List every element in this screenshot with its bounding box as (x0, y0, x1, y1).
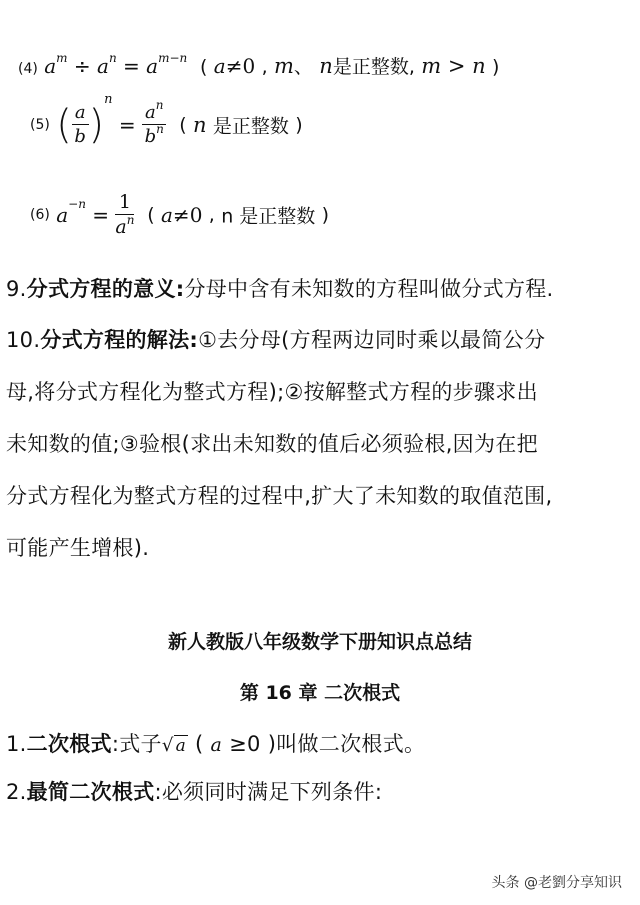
item-10 (6, 318, 552, 571)
watermark: 头条 @老劉分享知识 (491, 875, 622, 891)
formula-label: (4) (18, 61, 38, 77)
item-text-line: 可能产生增根). (6, 536, 150, 560)
item-text-line: 母,将分式方程化为整式方程);②按解整式方程的步骤求出 (6, 380, 538, 404)
item-1: 1.二次根式:式子√ a ( a ≥0 )叫做二次根式。 (6, 722, 425, 769)
item-title: 最简二次根式 (26, 780, 155, 804)
section-title: 新人教版八年级数学下册知识点总结 (167, 631, 472, 653)
formula-4: (4) $a^m \div a^n = a^{m-n}$ ( a≠0 , m、 n是正整数, m > n ) (18, 51, 500, 78)
item-title: 分式方程的解法: (40, 328, 199, 352)
item-number: 9. (6, 277, 27, 301)
sqrt-symbol: √ a (161, 735, 187, 756)
chapter-title: 第 16 章 二次根式 (239, 682, 401, 704)
formula-5: (5) ( $\frac{a}{b}$ )$^n$ = $\frac{a^n}{b^n}$ ( n 是正整数 ) (30, 91, 303, 148)
item-text: :必须同时满足下列条件: (154, 780, 383, 804)
item-text: 分母中含有未知数的方程叫做分式方程. (184, 277, 554, 301)
formula-6: (6) $a^{-n}$ = $\frac{1}{a^n}$ ( a≠0 , n 是正整数 ) (30, 191, 330, 238)
item-title: 二次根式 (26, 732, 112, 756)
formula-label: (6) (30, 206, 50, 223)
item-number: 2. (6, 780, 27, 804)
item-text-line: 未知数的值;③验根(求出未知数的值后必须验根,因为在把 (6, 432, 538, 456)
item-number: 1. (6, 732, 27, 756)
item-9 (6, 267, 554, 312)
item-number: 10. (6, 328, 41, 352)
item-2 (6, 770, 382, 815)
item-text-line: 分式方程化为整式方程的过程中,扩大了未知数的取值范围, (6, 484, 553, 508)
formula-label: (5) (30, 116, 50, 133)
item-text-line: ①去分母(方程两边同时乘以最简公分 (198, 328, 546, 352)
item-title: 分式方程的意义: (26, 277, 185, 301)
